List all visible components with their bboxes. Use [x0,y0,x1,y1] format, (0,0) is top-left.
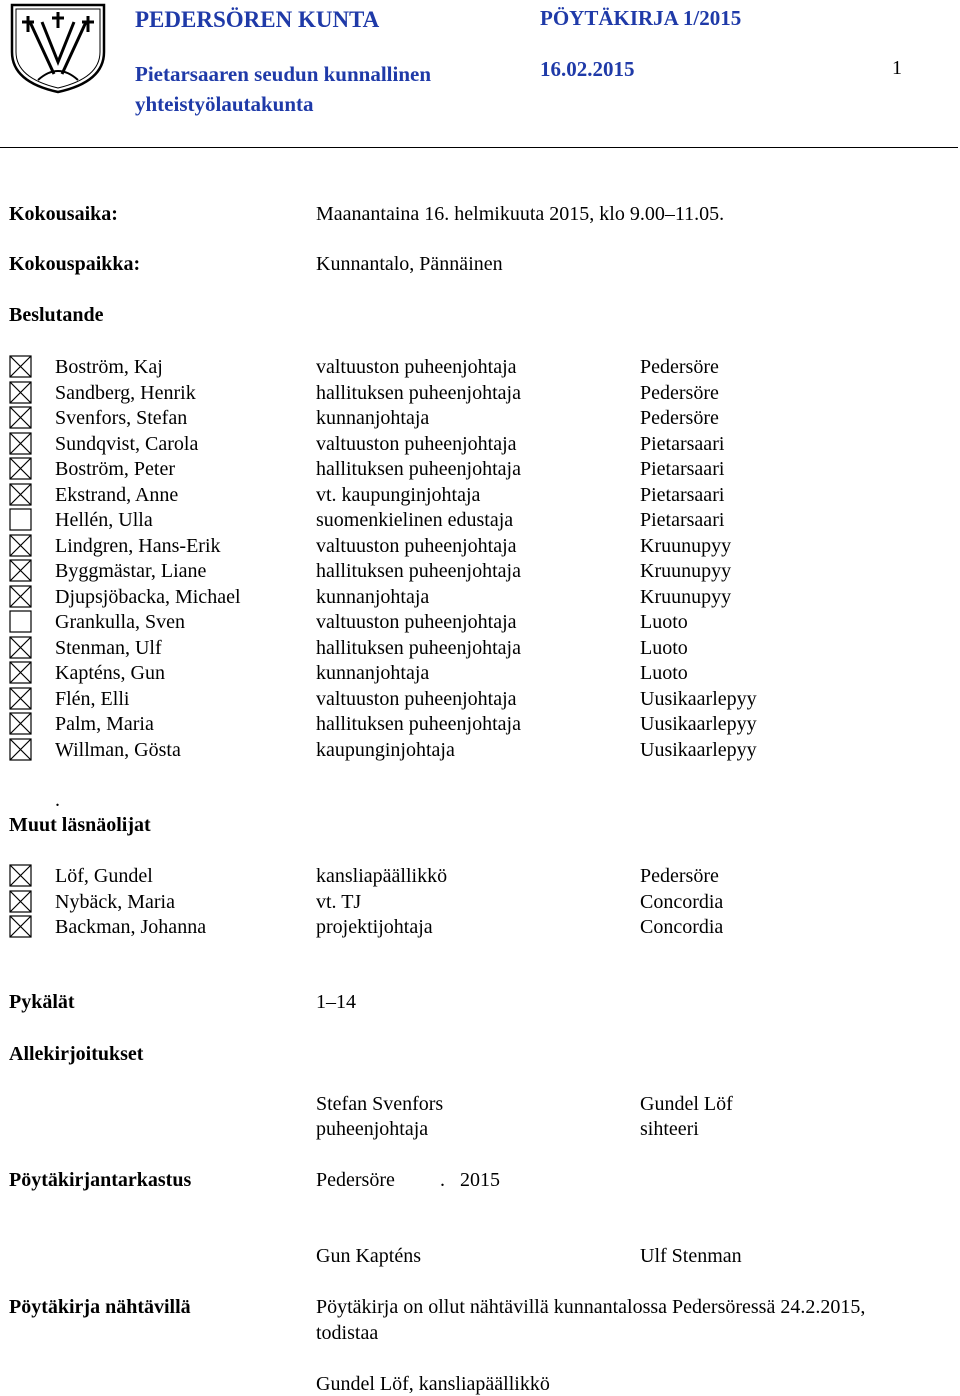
attendee-name: Grankulla, Sven [55,611,185,633]
attendee-name: Djupsjöbacka, Michael [55,585,241,608]
attendee-place: Luoto [640,611,688,633]
committee-name-line1: Pietarsaaren seudun kunnallinen [135,62,432,86]
meeting-time-value: Maanantaina 16. helmikuuta 2015, klo 9.00–11.05. [316,203,725,225]
attendee-role: valtuuston puheenjohtaja [316,687,517,710]
attendee-place: Pietarsaari [640,483,725,506]
attendee-row [0,865,960,890]
signatures-label: Allekirjoitukset [9,1043,144,1065]
attendee-row [0,433,960,458]
checked-box-icon [9,381,32,404]
attendee-place: Uusikaarlepyy [640,713,757,735]
attendee-role: hallituksen puheenjohtaja [316,636,521,659]
attendee-row [0,916,960,941]
attendee-role: kunnanjohtaja [316,662,430,684]
attendee-role: vt. TJ [316,890,362,913]
reviewer-2: Ulf Stenman [640,1245,742,1267]
attendee-role: valtuuston puheenjohtaja [316,356,517,378]
attendee-place: Luoto [640,636,688,659]
attendee-place: Concordia [640,916,724,938]
attendee-name: Sundqvist, Carola [55,432,199,455]
attendee-role: kunnanjohtaja [316,407,430,429]
attendee-name: Boström, Kaj [55,356,163,378]
review-place: Pedersöre [316,1169,395,1191]
attendee-place: Pedersöre [640,356,719,378]
public-text-line1: Pöytäkirja on ollut nähtävillä kunnantalossa Pedersöressä 24.2.2015, [316,1296,866,1318]
chair-title: puheenjohtaja [316,1118,429,1140]
attendee-place: Uusikaarlepyy [640,738,757,761]
attendee-place: Pietarsaari [640,509,725,531]
checked-box-icon [9,483,32,506]
attendee-name: Ekstrand, Anne [55,483,179,506]
attendee-role: valtuuston puheenjohtaja [316,534,517,557]
attendee-row [0,382,960,407]
attendee-role: kansliapäällikkö [316,865,448,887]
checked-box-icon [9,559,32,582]
attendee-row [0,611,960,636]
attendee-place: Uusikaarlepyy [640,687,757,710]
public-signer: Gundel Löf, kansliapäällikkö [316,1373,550,1395]
attendee-name: Lindgren, Hans-Erik [55,534,221,557]
attendee-row [0,407,960,432]
members-heading: Beslutande [9,304,104,326]
attendee-row [0,713,960,738]
attendee-name: Byggmästar, Liane [55,560,207,582]
checked-box-icon [9,864,32,887]
checked-box-icon [9,915,32,938]
attendee-row [0,560,960,585]
attendee-place: Kruunupyy [640,585,732,608]
header-divider [0,147,958,148]
meeting-date: 16.02.2015 [540,57,635,81]
attendee-row [0,586,960,611]
attendee-name: Willman, Gösta [55,738,181,761]
attendee-name: Backman, Johanna [55,916,207,938]
attendee-name: Flén, Elli [55,687,130,710]
separator-dot: . [55,789,60,811]
secretary-title: sihteeri [640,1118,699,1140]
attendee-name: Hellén, Ulla [55,509,153,531]
meeting-time-label: Kokousaika: [9,203,118,225]
attendee-role: hallituksen puheenjohtaja [316,713,521,735]
attendee-place: Pietarsaari [640,432,725,455]
attendee-place: Pedersöre [640,865,719,887]
secretary-name: Gundel Löf [640,1093,733,1115]
checked-box-icon [9,636,32,659]
attendee-row [0,662,960,687]
sections-value: 1–14 [316,991,356,1013]
checked-box-icon [9,687,32,710]
attendee-name: Svenfors, Stefan [55,407,188,429]
attendee-place: Kruunupyy [640,534,732,557]
attendee-row [0,891,960,916]
checked-box-icon [9,406,32,429]
attendee-place: Pietarsaari [640,458,725,480]
attendee-row [0,356,960,381]
attendee-name: Nybäck, Maria [55,890,175,913]
attendee-name: Kapténs, Gun [55,662,165,684]
meeting-place-label: Kokouspaikka: [9,253,141,275]
review-date: . 2015 [440,1169,500,1191]
attendee-row [0,509,960,534]
attendee-row [0,535,960,560]
chair-name: Stefan Svenfors [316,1093,444,1115]
attendee-place: Pedersöre [640,381,719,404]
document-type: PÖYTÄKIRJA 1/2015 [540,6,742,30]
attendee-name: Sandberg, Henrik [55,381,196,404]
attendee-role: projektijohtaja [316,916,433,938]
committee-name-line2: yhteistyölautakunta [135,92,314,116]
empty-checkbox-icon [9,508,32,531]
attendee-place: Pedersöre [640,407,719,429]
attendee-role: kunnanjohtaja [316,585,430,608]
attendee-name: Löf, Gundel [55,865,153,887]
empty-checkbox-icon [9,610,32,633]
attendee-role: kaupunginjohtaja [316,738,455,761]
attendee-role: hallituksen puheenjohtaja [316,458,521,480]
meeting-place-value: Kunnantalo, Pännäinen [316,253,503,275]
checked-box-icon [9,738,32,761]
checked-box-icon [9,534,32,557]
checked-box-icon [9,355,32,378]
attendee-role: valtuuston puheenjohtaja [316,432,517,455]
attendee-role: suomenkielinen edustaja [316,509,514,531]
checked-box-icon [9,585,32,608]
attendee-place: Concordia [640,890,724,913]
municipality-name: PEDERSÖREN KUNTA [135,7,380,32]
checked-box-icon [9,457,32,480]
review-label: Pöytäkirjantarkastus [9,1169,192,1191]
coat-of-arms-logo [8,2,108,94]
attendee-row [0,688,960,713]
attendee-row [0,739,960,764]
checked-box-icon [9,661,32,684]
attendee-row [0,484,960,509]
attendee-role: hallituksen puheenjohtaja [316,381,521,404]
public-label: Pöytäkirja nähtävillä [9,1296,191,1318]
attendee-role: vt. kaupunginjohtaja [316,483,481,506]
attendee-name: Palm, Maria [55,713,154,735]
attendee-role: valtuuston puheenjohtaja [316,611,517,633]
sections-label: Pykälät [9,991,75,1013]
attendee-role: hallituksen puheenjohtaja [316,560,521,582]
attendee-row [0,637,960,662]
attendee-row [0,458,960,483]
checked-box-icon [9,890,32,913]
others-heading: Muut läsnäolijat [9,814,151,836]
reviewer-1: Gun Kapténs [316,1245,421,1267]
attendee-place: Kruunupyy [640,560,732,582]
attendee-name: Boström, Peter [55,458,175,480]
page-number: 1 [892,57,902,79]
attendee-place: Luoto [640,662,688,684]
public-text-line2: todistaa [316,1322,379,1344]
checked-box-icon [9,432,32,455]
attendee-name: Stenman, Ulf [55,636,162,659]
checked-box-icon [9,712,32,735]
